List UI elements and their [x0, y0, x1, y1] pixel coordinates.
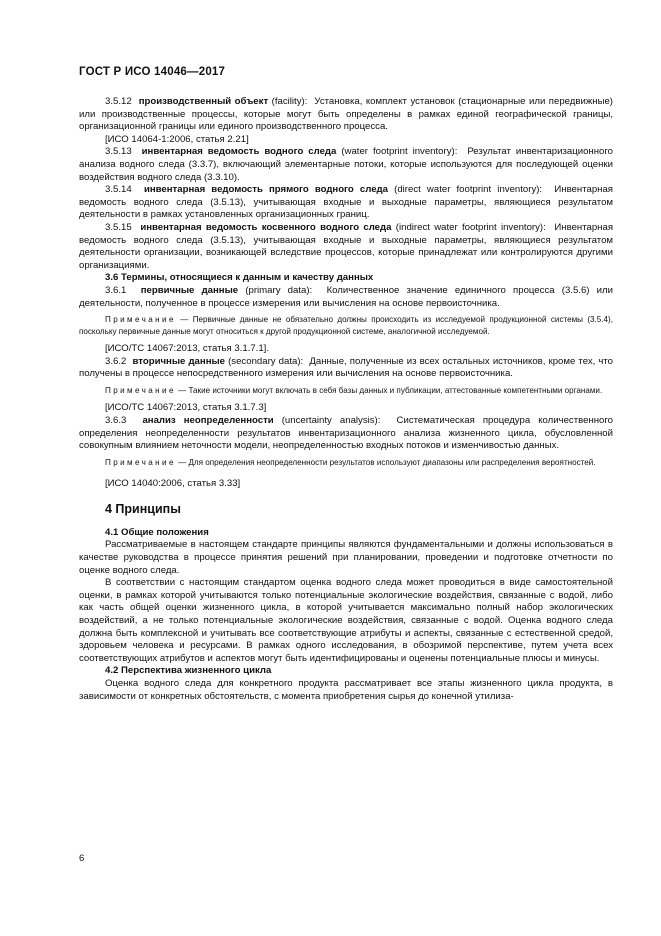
source-ref: [ИСО 14040:2006, статья 3.33] [105, 478, 241, 490]
term-3-6-3: 3.6.3 анализ неопределенности (uncertainty analysis): Систематическая процедура количественного определения неопределенности результатов инвентаризационного анализа жизненного цикла, обусловленной совокупным влиянием неточности модели, неопределенностью входных потоков и изменчивостью данных. [79, 414, 613, 452]
document-header: ГОСТ Р ИСО 14046—2017 [79, 66, 226, 78]
note: Примечание — Такие источники могут включать в себя базы данных и публикации, аттестованные компетентными органами. [105, 385, 603, 395]
note: Примечание — Первичные данные не обязательно должны происходить из исследуемой продукционной системы (3.5.4), поскольку первичные данные могут относиться к другой продукционной системе, аналогичной исследуемой. [79, 315, 613, 336]
section-3-6-title: 3.6 Термины, относящиеся к данным и качеству данных [105, 272, 374, 284]
document-body [79, 96, 613, 703]
paragraph: Оценка водного следа для конкретного продукта рассматривает все этапы жизненного цикла продукта, в зависимости от конкретных обстоятельств, с момента приобретения сырья до конечной утилиза- [79, 677, 613, 702]
term-3-5-14: 3.5.14 инвентарная ведомость прямого водного следа (direct water footprint inventory): Инвентарная ведомость водного следа (3.5.13), учитывающая входные и выходные параметры, являющиеся результатом деятельности в рамках установленных организационных границ. [79, 184, 613, 221]
paragraph: В соответствии с настоящим стандартом оценка водного следа может проводиться в виде самостоятельной оценки, в рамках которой учитываются только потенциальные экологические воздействия, связанные с водой, либо как часть общей оценки жизненного цикла, в которой учитывается максимально полный набор экологических воздействий, а не только потенциальные экологические воздействия, связанные с водой. Оценка водного следа должна быть комплексной и учитывать все соответствующие атрибуты и аспекты, связанные с естественной средой, здоровьем человека и ресурсами. В рамках одного исследования, в обозримой перспективе, путем учета всех соответствующих атрибутов и аспектов могут быть идентифицированы и оценены потенциальные плюсы и минусы. [79, 577, 613, 664]
paragraph: Рассматриваемые в настоящем стандарте принципы являются фундаментальными и должны использоваться в качестве руководства в процессе принятия решений при планировании, проведении и подготовке отчетности по оценке водного следа. [79, 539, 613, 576]
term-3-6-1: 3.6.1 первичные данные (primary data): Количественное значение единичного процесса (3.5.6) или деятельности, полученное в процессе измерения или вычисления на основе первоисточника. [79, 284, 613, 309]
source-ref: [ИСО/ТС 14067:2013, статья 3.1.7.1]. [105, 343, 270, 355]
note: Примечание — Для определения неопределенности результатов используют диапазоны или распределения вероятностей. [105, 457, 596, 467]
source-ref: [ИСО 14064-1:2006, статья 2.21] [105, 133, 249, 145]
section-4-2-title: 4.2 Перспектива жизненного цикла [105, 665, 272, 677]
term-3-6-2: 3.6.2 вторичные данные (secondary data): Данные, полученные из всех остальных источников, кроме тех, что получены в процессе непосредственного измерения или вычисления на основе первоисточника. [79, 355, 613, 380]
section-4-1-title: 4.1 Общие положения [105, 526, 209, 538]
page-number: 6 [79, 853, 85, 864]
term-3-5-12: 3.5.12 производственный объект (facility): Установка, комплект установок (стационарные или передвижные) или производственные процессы, которые могут быть определены в рамках единой географической границы, организационной границы или единого производственного процесса. [79, 96, 613, 133]
term-3-5-15: 3.5.15 инвентарная ведомость косвенного водного следа (indirect water footprint inventory): Инвентарная ведомость водного следа (3.5.13), учитывающая входные и выходные параметры, являющиеся результатом деятельности организации, возникающей вследствие процессов, которые принадлежат или контролируются другими организациями. [79, 221, 614, 271]
term-3-5-13: 3.5.13 инвентарная ведомость водного следа (water footprint inventory): Результат инвентаризационного анализа водного следа (3.3.7), включающий элементарные потоки, которые используются для последующей оценки воздействия водного следа (3.3.10). [79, 146, 613, 183]
section-4-title: 4 Принципы [105, 501, 181, 516]
source-ref: [ИСО/ТС 14067:2013, статья 3.1.7.3] [105, 402, 267, 414]
